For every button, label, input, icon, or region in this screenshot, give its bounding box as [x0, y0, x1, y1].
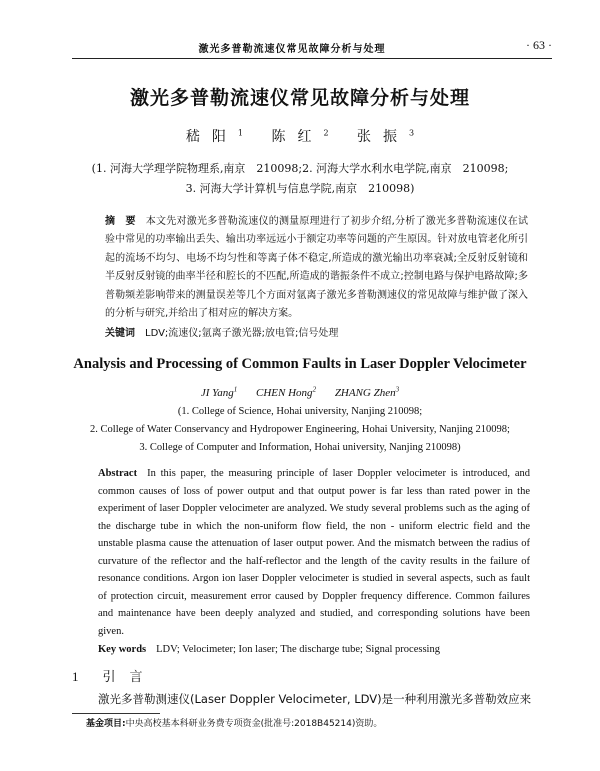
running-header — [72, 36, 552, 59]
en-author-3-name: ZHANG Zhen — [334, 387, 396, 400]
footnote-text: 中央高校基本科研业务费专项资金(批准号:2018B45214)资助。 — [125, 719, 383, 730]
chinese-affiliation-line: (1. 河海大学理学院物理系,南京 210098;2. 河海大学水利水电学院,南京 210098; — [91, 161, 509, 175]
section-heading — [72, 668, 600, 687]
author-2-sup: 2 — [323, 128, 329, 137]
en-author-2 — [256, 387, 316, 399]
english-abstract-text: In this paper, the measuring principle of laser Doppler velocimeter is introduced, and common causes of loss of power output and that output power is far less than rated power in the experiment of laser Doppler velocimeter are analyzed. We study several problems such as the aging of the discharge tube in which the non-uniform flow field, the non - uniform electric field and the unstable plasma cause the attenuation of laser output power. And the mismatch between the radius of curvature of the reflector and the half-reflector and the length of the cavity results in the failure of resonance conditions. Argon ion laser Doppler velocimeter is studied in several aspects, such as fault of protection circuit, measurement error caused by Doppler frequency difference. Common failures and maintenance have been deeply analyzed and studied, and corresponding solutions have been given. — [98, 468, 530, 637]
author-2-name: 陈红 — [271, 128, 324, 145]
chinese-keywords — [105, 326, 528, 342]
chinese-affiliations — [40, 159, 560, 199]
footnote-label: 基金项目: — [86, 719, 126, 730]
running-header-title: 激光多普勒流速仪常见故障分析与处理 — [198, 44, 386, 55]
english-keywords — [98, 642, 530, 658]
en-author-2-sup: 2 — [312, 385, 317, 394]
english-affiliation-line: (1. College of Science, Hohai university, Nanjing 210098; — [177, 406, 423, 418]
author-1 — [186, 129, 243, 145]
section-number: 1 — [72, 669, 79, 685]
en-author-3-sup: 3 — [395, 385, 400, 394]
author-3-sup: 3 — [409, 128, 415, 137]
chinese-abstract-label: 摘 要 — [105, 215, 136, 227]
chinese-authors — [0, 123, 600, 147]
chinese-affiliation-line: 3. 河海大学计算机与信息学院,南京 210098) — [185, 181, 415, 195]
english-keywords-label: Key words — [98, 644, 147, 656]
author-3 — [357, 129, 414, 145]
english-affiliation-line: 2. College of Water Conservancy and Hydropower Engineering, Hohai University, Nanjing 210098; — [90, 424, 510, 436]
chinese-keywords-label: 关键词 — [105, 327, 135, 339]
english-abstract — [98, 465, 530, 640]
section-title: 引言 — [102, 670, 157, 686]
en-author-1-sup: 1 — [233, 385, 238, 394]
author-1-name: 嵇阳 — [185, 128, 238, 145]
english-abstract-label: Abstract — [98, 468, 138, 480]
english-title: Analysis and Processing of Common Faults in Laser Doppler Velocimeter — [73, 355, 527, 372]
page-content — [0, 36, 600, 731]
author-2 — [271, 129, 328, 145]
footnote-divider — [72, 713, 160, 714]
author-3-name: 张振 — [357, 128, 409, 145]
funding-footnote — [86, 718, 600, 731]
chinese-abstract-text: 本文先对激光多普勒流速仪的测量原理进行了初步介绍,分析了激光多普勒流速仪在试验中常见的功率输出丢失、输出功率远远小于额定功率等问题的产生原因。针对放电管老化所引起的流场不均匀、电场不均匀性和等离子体不稳定,所造成的激光输出功率衰减;全反射反射镜和半反射反射镜的曲率半径和腔长的不匹配,所造成的谐振条件不成立;控制电路与保护电路故障;多普勒频差影响带来的测量误差等几个方面对氩离子激光多普勒测速仪的常见故障与维护做了深入的分析与研究,并给出了相对应的解决方案。 — [105, 215, 529, 320]
english-affiliation-line: 3. College of Computer and Information, Hohai university, Nanjing 210098) — [139, 442, 461, 454]
en-author-2-name: CHEN Hong — [256, 387, 313, 400]
chinese-keywords-text: LDV;流速仪;氩离子激光器;放电管;信号处理 — [145, 327, 339, 339]
english-authors — [0, 382, 600, 402]
page-number: · 63 · — [526, 38, 552, 52]
chinese-title: 激光多普勒流速仪常见故障分析与处理 — [129, 87, 470, 109]
author-1-sup: 1 — [237, 128, 243, 137]
en-author-1 — [201, 387, 237, 399]
chinese-abstract — [105, 213, 528, 324]
introduction-first-line: 激光多普勒测速仪(Laser Doppler Velocimeter, LDV)是一种利用激光多普勒效应来 — [98, 692, 532, 707]
english-affiliations — [20, 403, 580, 457]
en-author-3 — [335, 387, 399, 399]
en-author-1-name: JI Yang — [200, 387, 234, 400]
english-keywords-text: LDV; Velocimeter; Ion laser; The discharge tube; Signal processing — [156, 644, 440, 656]
